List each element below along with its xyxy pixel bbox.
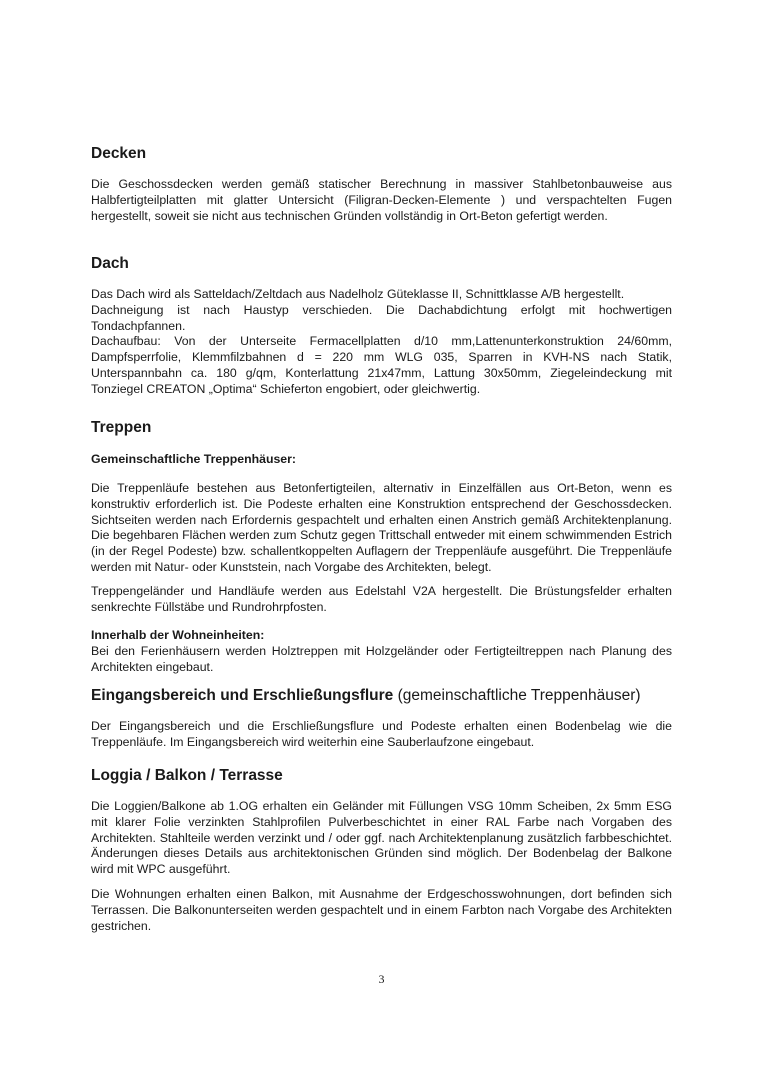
section-treppen-p1 [91,481,672,576]
heading-eingang [91,686,672,706]
section-treppen-p2 [91,584,672,616]
paragraph-treppen-3: Bei den Ferienhäusern werden Holztreppen mit Holzgeländer oder Fertigteiltreppen nach Planung des Architekten eingebaut. [91,643,672,674]
paragraph-treppen-2: Treppengeländer und Handläufe werden aus Edelstahl V2A hergestellt. Die Brüstungsfelder erhalten senkrechte Füllstäbe und Rundrohrpfosten. [91,584,672,614]
paragraph-eingang: Der Eingangsbereich und die Erschließungsflure und Podeste erhalten einen Bodenbelag wie die Treppenläufe. Im Eingangsbereich wird weiterhin eine Sauberlaufzone eingebaut. [91,719,672,749]
heading-loggia: Loggia / Balkon / Terrasse [91,767,283,784]
paragraph-dach-3: Dachaufbau: Von der Unterseite Fermacellplatten d/10 mm,Lattenunterkonstruktion 24/60mm, Dampfsperrfolie, Klemmfilzbahnen d = 220 mm WLG 035, Sparren in KVH-NS nach Statik, Unterspannbahn ca. 180 g/qm, Konterlattung 21x47mm, Lattung 30x50mm, Ziegeleindeckung mit Tonziegel CREATON „Optima“ Schieferton engobiert, oder gleichwertig. [91,334,672,396]
paragraph-dach-1: Das Dach wird als Satteldach/Zeltdach aus Nadelholz Güteklasse II, Schnittklasse A/B hergestellt. [91,287,625,301]
section-decken [91,144,672,164]
section-eingang-body [91,719,672,751]
page-number: 3 [378,972,385,986]
section-treppen-sub2 [91,628,672,675]
section-treppen-sub1 [91,452,672,468]
paragraph-treppen-1: Die Treppenläufe bestehen aus Betonfertigteilen, alternativ in Einzelfällen aus Ort-Beton, wenn es konstruktiv erforderlich ist. Die Podeste erhalten eine Konstruktion entsprechend der Geschossdecken. Sichtseiten werden nach Erfordernis gespachtelt und erhalten einen Anstrich gemäß Architektenplanung. Die begehbaren Flächen werden zum Schutz gegen Trittschall entweder mit einem schwimmenden Estrich (in der Regel Podeste) bzw. schallentkoppelten Auflagern der Treppenläufe ausgeführt. Die Treppenläufe werden mit Natur- oder Kunststein, nach Vorgabe des Architekten, belegt. [91,481,672,574]
heading-eingang-main: Eingangsbereich und Erschließungsflure [91,687,394,704]
section-decken-body [91,177,672,224]
section-treppen [91,418,672,438]
section-loggia-p2 [91,887,672,934]
subheading-gemeinschaftliche-treppenhaeuser: Gemeinschaftliche Treppenhäuser: [91,452,297,466]
section-loggia-p1 [91,799,672,878]
section-dach-body [91,287,672,398]
section-eingang [91,686,672,706]
subheading-innerhalb-wohneinheiten: Innerhalb der Wohneinheiten: [91,628,265,642]
paragraph-loggia-2: Die Wohnungen erhalten einen Balkon, mit Ausnahme der Erdgeschosswohnungen, dort befinden sich Terrassen. Die Balkonunterseiten werden gespachtelt und in einem Farbton nach Vorgabe des Architekten gestrichen. [91,887,672,933]
paragraph-dach-2: Dachneigung ist nach Haustyp verschieden. Die Dachabdichtung erfolgt mit hochwertigen Tondachpfannen. [91,302,672,333]
heading-treppen: Treppen [91,419,152,436]
heading-dach: Dach [91,255,129,272]
section-loggia [91,766,672,786]
heading-eingang-suffix: (gemeinschaftliche Treppenhäuser) [393,687,641,704]
section-dach [91,254,672,274]
paragraph-decken: Die Geschossdecken werden gemäß statischer Berechnung in massiver Stahlbetonbauweise aus Halbfertigteilplatten mit glatter Untersicht (Filigran-Decken-Elemente ) und verspachtelten Fugen hergestellt, soweit sie nicht aus technischen Gründen vollständig in Ort-Beton gefertigt werden. [91,177,672,223]
heading-decken: Decken [91,145,147,162]
paragraph-loggia-1: Die Loggien/Balkone ab 1.OG erhalten ein Geländer mit Füllungen VSG 10mm Scheiben, 2x 5mm ESG mit klarer Folie verzinkten Stahlprofilen Pulverbeschichtet in einer RAL Farbe nach Vorgaben des Architekten. Stahlteile werden verzinkt und / oder ggf. nach Architektenplanung zusätzlich farbbeschichtet. Änderungen dieses Details aus architektonischen Gründen sind möglich. Der Bodenbelag der Balkone wird mit WPC ausgeführt. [91,799,672,877]
